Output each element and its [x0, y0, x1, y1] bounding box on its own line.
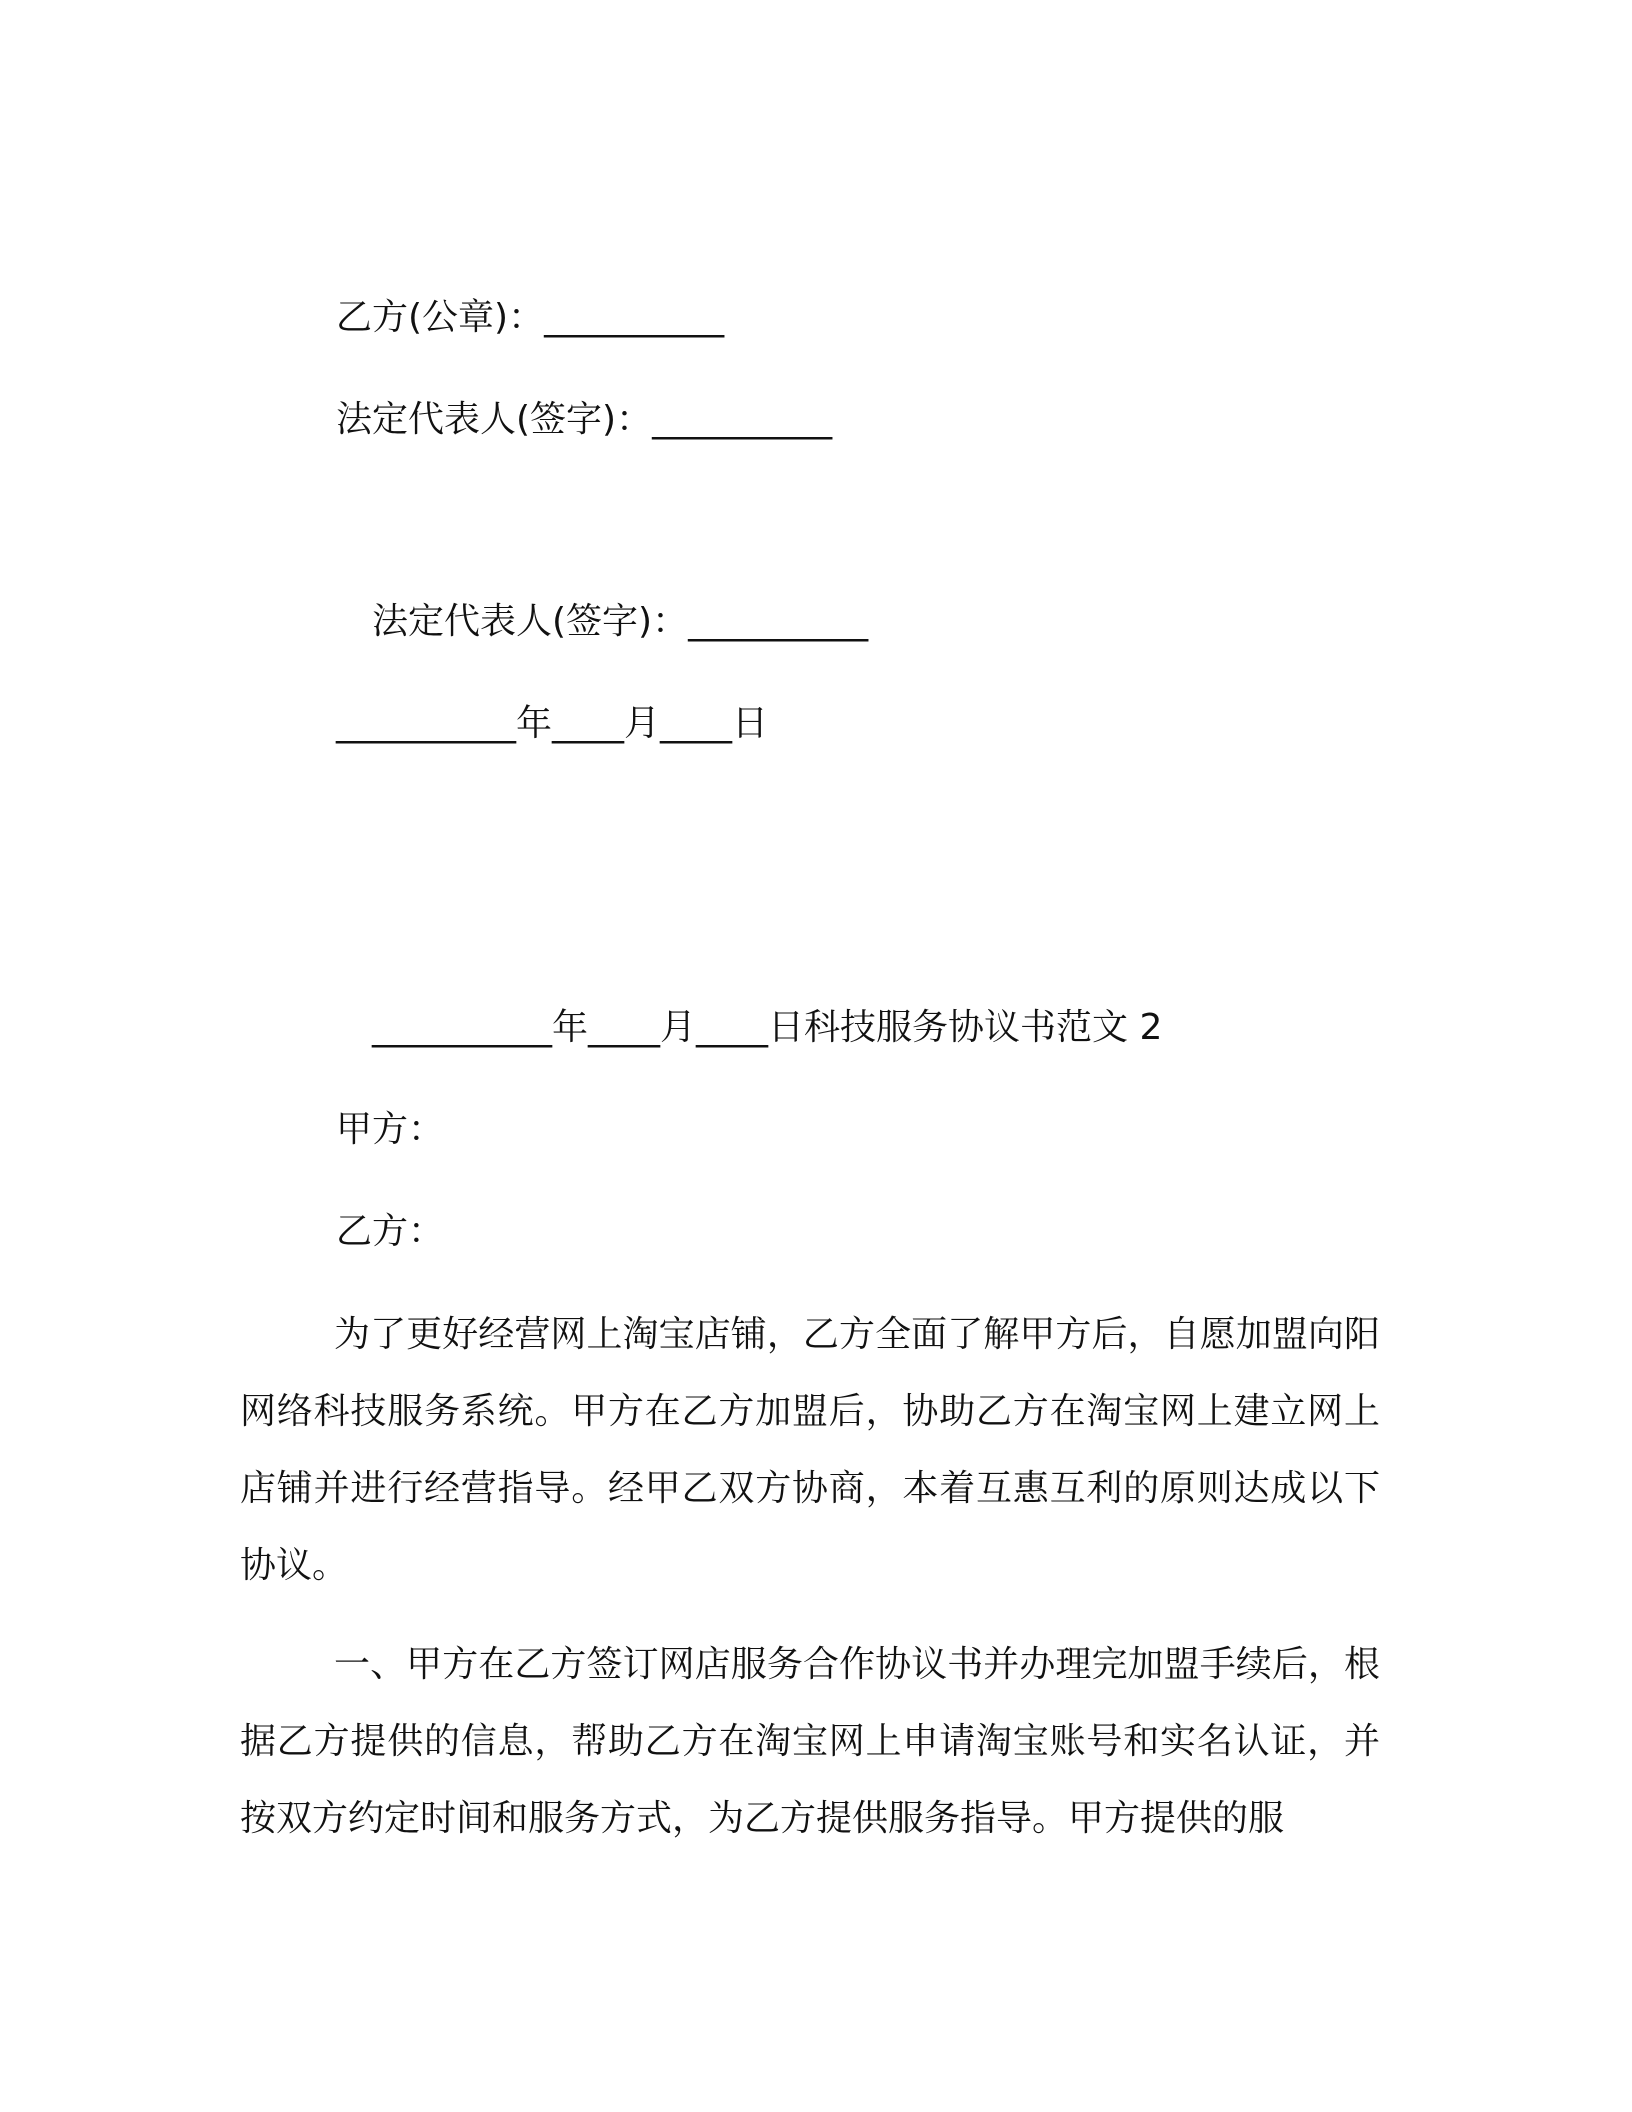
legal-representative-line-2: 法定代表人(签字)：__________: [372, 601, 869, 642]
party-b-label: 乙方：: [336, 1211, 445, 1252]
clause-1-paragraph: 一、甲方在乙方签订网店服务合作协议书并办理完加盟手续后，根据乙方提供的信息，帮助乙方在淘宝网上申请淘宝账号和实名认证，并按双方约定时间和服务方式，为乙方提供服务指导。甲方提供的服: [240, 1644, 1380, 1839]
party-b-seal-line: 乙方(公章)：__________: [336, 297, 725, 338]
section-title: __________年____月____日科技服务协议书范文 2: [372, 1007, 1163, 1048]
legal-representative-line-1: 法定代表人(签字)：__________: [336, 399, 833, 440]
party-a-label: 甲方：: [336, 1109, 445, 1150]
signature-date-line: __________年____月____日: [336, 703, 768, 744]
intro-paragraph: 为了更好经营网上淘宝店铺，乙方全面了解甲方后，自愿加盟向阳网络科技服务系统。甲方在乙方加盟后，协助乙方在淘宝网上建立网上店铺并进行经营指导。经甲乙双方协商，本着互惠互利的原则达成以下协议。: [240, 1314, 1380, 1586]
